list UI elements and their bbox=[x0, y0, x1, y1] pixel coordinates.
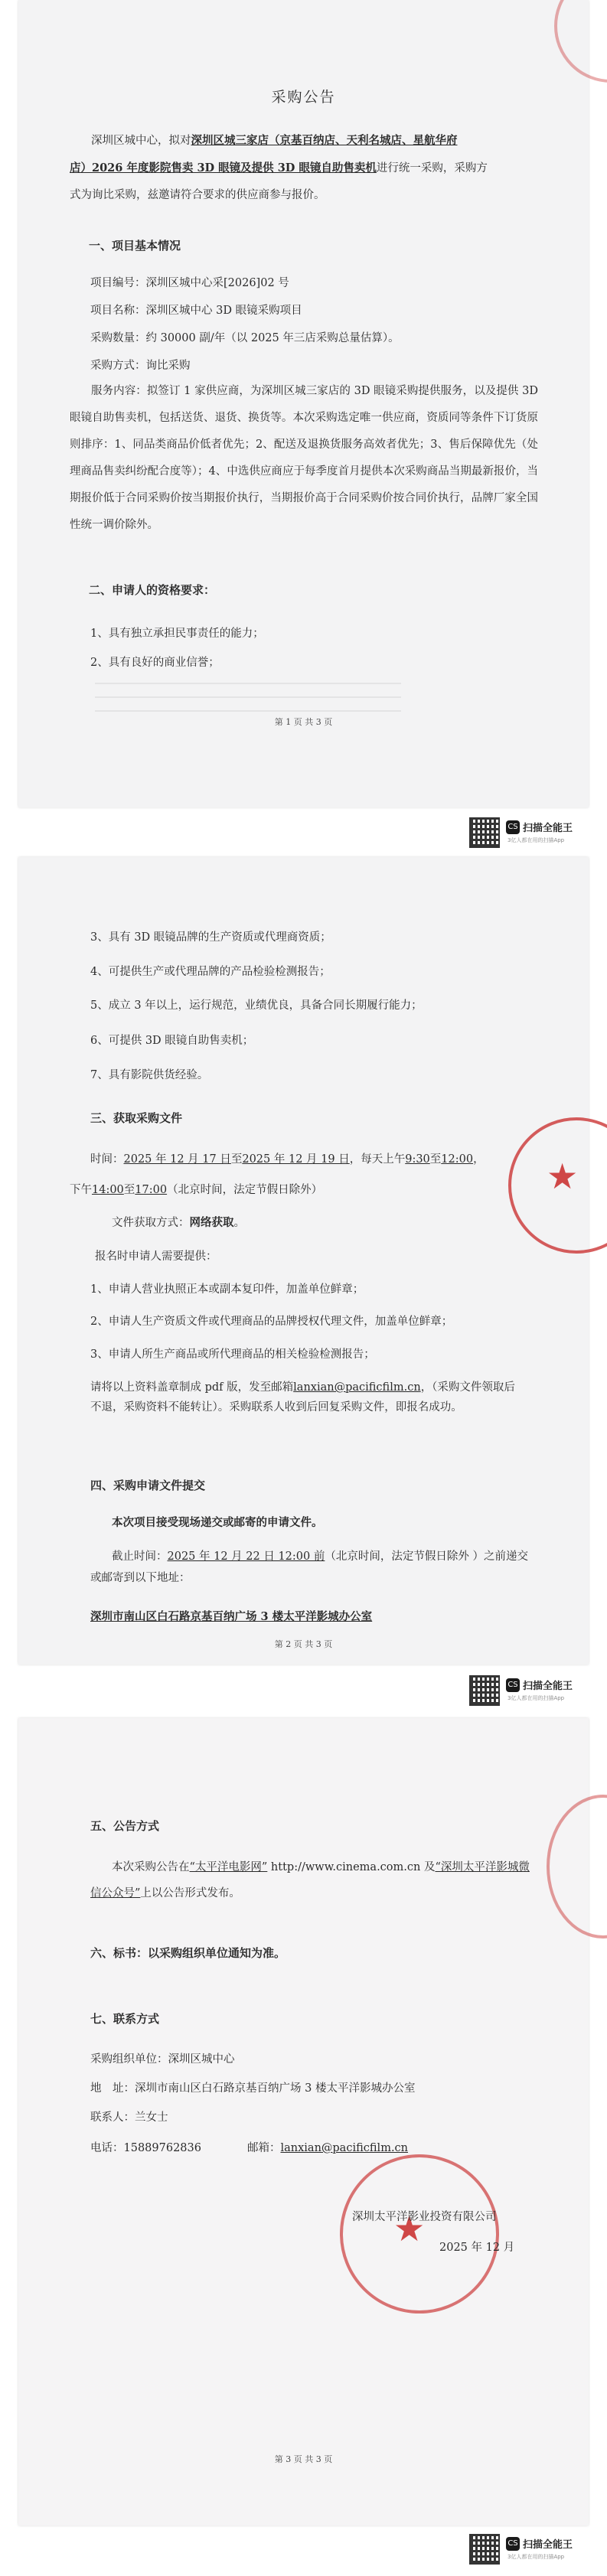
signature-org: 深圳太平洋影业投资有限公司 bbox=[352, 2211, 497, 2223]
announcement-method bbox=[90, 1854, 534, 1906]
ann-site-name: “太平洋电影网” bbox=[189, 1861, 268, 1873]
camscanner-logo-icon: CS bbox=[506, 1678, 520, 1692]
intro-text-2: 进行统一采购，采购方 bbox=[376, 162, 488, 174]
bleed-through bbox=[95, 681, 401, 712]
requirement-7: 7、具有影院供货经验。 bbox=[90, 1069, 209, 1081]
section-heading-7: 七、联系方式 bbox=[90, 2012, 160, 2026]
requirement-5: 5、成立 3 年以上，运行规范，业绩优良，具备合同长期履行能力； bbox=[90, 999, 423, 1012]
phone-label: 电话： bbox=[90, 2142, 124, 2154]
section-heading-5: 五、公告方式 bbox=[90, 1819, 160, 1833]
camscanner-logo-icon: CS bbox=[506, 820, 520, 834]
time-morning: ，每天上午 bbox=[349, 1153, 406, 1166]
contact-org: 采购组织单位：深圳区城中心 bbox=[90, 2053, 235, 2066]
ann-url-link[interactable]: http://www.cinema.com.cn bbox=[267, 1861, 424, 1873]
mail-instructions bbox=[90, 1378, 519, 1417]
page-number: 第 1 页 共 3 页 bbox=[274, 717, 333, 727]
watermark-subtitle: 3亿人都在用的扫描App bbox=[507, 2554, 565, 2560]
requirement-4: 4、可提供生产或代理品牌的产品检验检测报告； bbox=[90, 966, 331, 978]
document-page-1 bbox=[18, 0, 589, 807]
project-method: 采购方式：询比采购 bbox=[90, 360, 191, 372]
time-afternoon: 下午 bbox=[70, 1184, 92, 1196]
section-heading-2: 二、申请人的资格要求： bbox=[89, 583, 216, 597]
intro-text: 深圳区城中心，拟对 bbox=[91, 135, 191, 147]
page-title: 采购公告 bbox=[271, 89, 336, 106]
time-am-start: 9:30 bbox=[405, 1153, 430, 1166]
contact-address: 地 址：深圳市南山区白石路京基百纳广场 3 楼太平洋影城办公室 bbox=[90, 2082, 416, 2095]
watermark-subtitle: 3亿人都在用的扫描App bbox=[507, 1695, 565, 1701]
scanner-watermark bbox=[469, 813, 607, 853]
time-to-2: 至 bbox=[429, 1153, 442, 1166]
seal-star-icon: ★ bbox=[393, 2208, 426, 2249]
section-heading-6: 六、标书：以采购组织单位通知为准。 bbox=[90, 1946, 286, 1960]
signature-date: 2025 年 12 月 bbox=[439, 2242, 515, 2254]
time-pm-end: 17:00 bbox=[135, 1184, 168, 1196]
way-value: 网络获取 bbox=[189, 1216, 234, 1229]
document-2: 2、申请人生产资质文件或代理商品的品牌授权代理文件，加盖单位鲜章； bbox=[90, 1316, 453, 1328]
time-line-1 bbox=[90, 1152, 485, 1167]
time-label: 时间： bbox=[90, 1153, 124, 1166]
mail-text: 请将以上资料盖章制成 pdf 版，发至邮箱 bbox=[90, 1381, 294, 1394]
requirement-2: 2、具有良好的商业信誉； bbox=[90, 657, 220, 669]
requirement-1: 1、具有独立承担民事责任的能力； bbox=[90, 628, 264, 640]
document-page-3 bbox=[18, 1718, 589, 2525]
contact-phone-email bbox=[90, 2141, 408, 2156]
time-line-2 bbox=[70, 1182, 322, 1198]
ann-wechat: “深圳太平洋影城微信公众号” bbox=[90, 1861, 530, 1899]
time-to: 至 bbox=[230, 1153, 243, 1166]
document-page-2 bbox=[18, 857, 589, 1665]
qr-code-icon bbox=[469, 1675, 500, 1706]
time-to-3: 至 bbox=[123, 1184, 135, 1196]
watermark-app-name: 扫描全能王 bbox=[523, 1681, 573, 1692]
ann-text-end: 上以公告形式发布。 bbox=[140, 1887, 240, 1899]
time-note: （北京时间，法定节假日除外） bbox=[167, 1184, 323, 1196]
document-3: 3、申请人所生产商品或所代理商品的相关检验检测报告； bbox=[90, 1348, 375, 1361]
seal-stamp-partial bbox=[547, 1795, 607, 1939]
email-link[interactable]: lanxian@pacificfilm.cn bbox=[293, 1381, 421, 1394]
ann-and: 及 bbox=[423, 1861, 436, 1873]
requirement-3: 3、具有 3D 眼镜品牌的生产资质或代理商资质； bbox=[90, 931, 331, 944]
intro-text-3: 式为询比采购，兹邀请符合要求的供应商参与报价。 bbox=[70, 189, 325, 201]
time-pm-start: 14:00 bbox=[92, 1184, 124, 1196]
seal-stamp-partial bbox=[554, 0, 607, 83]
time-start-date: 2025 年 12 月 17 日 bbox=[123, 1153, 231, 1166]
way-end: 。 bbox=[233, 1217, 245, 1229]
time-comma: ， bbox=[473, 1153, 485, 1166]
deadline-text: （北京时间，法定节假日除外 ）之前递交或邮寄到以下地址： bbox=[90, 1550, 528, 1584]
project-quantity: 采购数量：约 30000 副/年（以 2025 年三店采购总量估算）。 bbox=[90, 332, 400, 344]
submission-requirements: 报名时申请人需要提供： bbox=[95, 1251, 217, 1263]
deadline-date: 2025 年 12 月 22 日 12:00 前 bbox=[167, 1550, 325, 1563]
email-link[interactable]: lanxian@pacificfilm.cn bbox=[280, 2142, 409, 2154]
deadline bbox=[90, 1546, 534, 1589]
time-am-end: 12:00 bbox=[441, 1153, 474, 1166]
phone-number: 15889762836 bbox=[123, 2142, 201, 2154]
page-number: 第 3 页 共 3 页 bbox=[274, 2454, 333, 2464]
requirement-6: 6、可提供 3D 眼镜自助售卖机； bbox=[90, 1035, 254, 1047]
file-access-way bbox=[112, 1215, 245, 1231]
submission-address: 深圳市南山区白石路京基百纳广场 3 楼太平洋影城办公室 bbox=[90, 1610, 373, 1623]
intro-highlight: 深圳区城三家店（京基百纳店、天利名城店、星航华府 bbox=[191, 134, 458, 147]
time-end-date: 2025 年 12 月 19 日 bbox=[242, 1153, 350, 1166]
email-label: 邮箱： bbox=[246, 2142, 281, 2154]
contact-person: 联系人：兰女士 bbox=[90, 2111, 168, 2124]
scanner-watermark bbox=[469, 2529, 607, 2569]
seal-star-icon: ★ bbox=[547, 1156, 579, 1197]
scanner-watermark bbox=[469, 1671, 607, 1710]
submission-notice: 本次项目接受现场递交或邮寄的申请文件。 bbox=[112, 1516, 323, 1529]
project-number: 项目编号：深圳区城中心采[2026]02 号 bbox=[90, 277, 289, 289]
page-number: 第 2 页 共 3 页 bbox=[274, 1639, 333, 1649]
qr-code-icon bbox=[469, 817, 500, 848]
mail-text-2: ，（采购文件领取后不退，采购资料不能转让）。采购联系人收到后回复采购文件，即报名成功。 bbox=[90, 1381, 515, 1414]
intro-highlight-2: 店）2026 年度影院售卖 3D 眼镜及提供 3D 眼镜自助售卖机 bbox=[70, 161, 377, 174]
deadline-label: 截止时间： bbox=[112, 1550, 168, 1563]
service-content: 服务内容：拟签订 1 家供应商，为深圳区城三家店的 3D 眼镜采购提供服务，以及提供 3D 眼镜自助售卖机，包括送货、退货、换货等。本次采购选定唯一供应商，资质同等条件下订货原则排序：1、同品类商品价低者优先；2、配送及退换货服务高效者优先；3、售后保障优先（处理商品售卖纠纷配合度等）；4、中选供应商应于每季度首月提供本次采购商品当期最新报价，当期报价低于合同采购价按当期报价执行，当期报价高于合同采购价按合同价执行，品牌厂家全国性统一调价除外。 bbox=[70, 385, 538, 531]
ann-text: 本次采购公告在 bbox=[112, 1861, 190, 1873]
way-label: 文件获取方式： bbox=[112, 1217, 190, 1229]
intro-paragraph bbox=[70, 127, 537, 209]
qr-code-icon bbox=[469, 2534, 500, 2565]
section-heading-4: 四、采购申请文件提交 bbox=[90, 1479, 206, 1492]
project-name: 项目名称：深圳区城中心 3D 眼镜采购项目 bbox=[90, 305, 302, 317]
watermark-subtitle: 3亿人都在用的扫描App bbox=[507, 837, 565, 843]
section-heading-3: 三、获取采购文件 bbox=[90, 1111, 183, 1125]
watermark-app-name: 扫描全能王 bbox=[523, 2539, 573, 2551]
camscanner-logo-icon: CS bbox=[506, 2537, 520, 2551]
watermark-app-name: 扫描全能王 bbox=[523, 823, 573, 834]
section-heading-1: 一、项目基本情况 bbox=[89, 239, 181, 253]
document-1: 1、申请人营业执照正本或副本复印件，加盖单位鲜章； bbox=[90, 1283, 364, 1296]
